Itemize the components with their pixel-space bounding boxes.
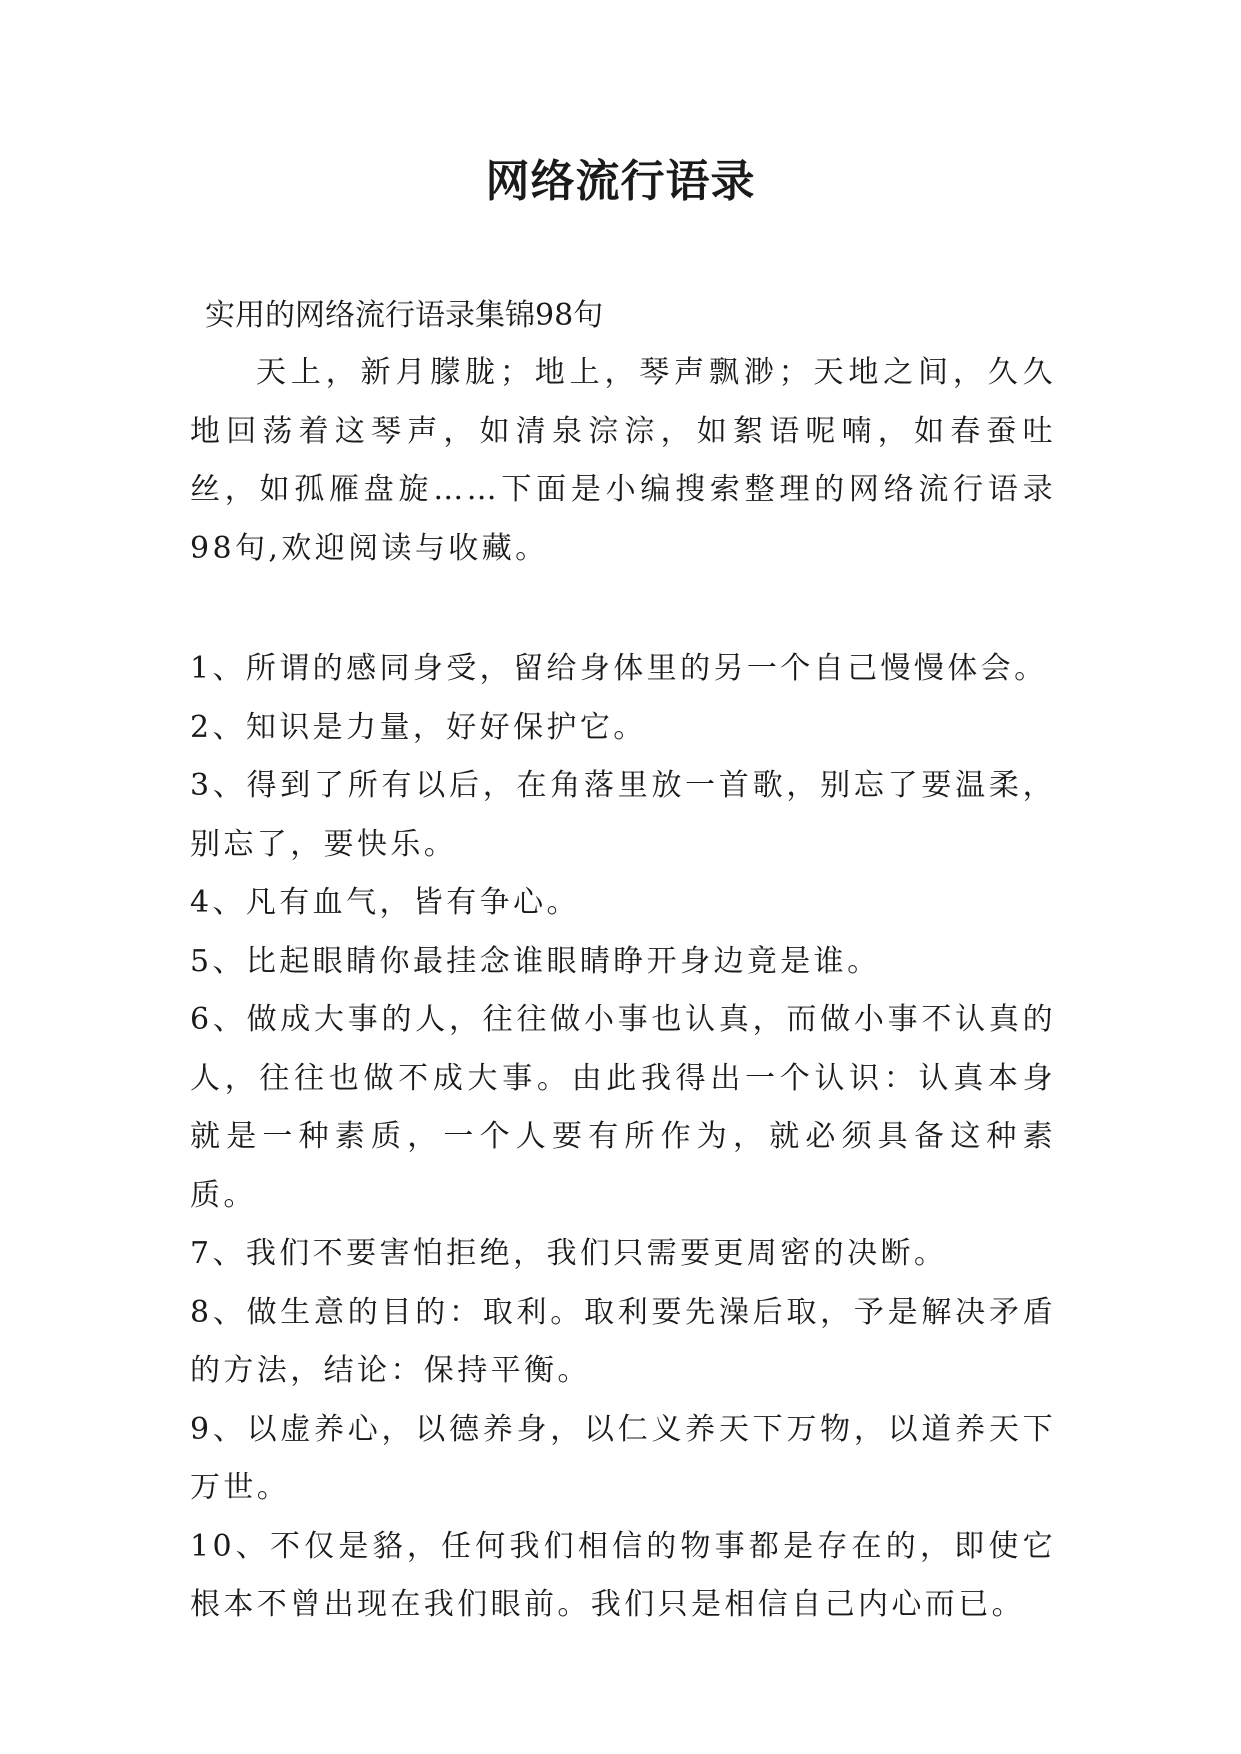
quote-item-2: 2、知识是力量，好好保护它。 [190, 709, 647, 745]
quote-item-7: 7、我们不要害怕拒绝，我们只需要更周密的决断。 [190, 1236, 948, 1271]
quote-item-3: 3、得到了所有以后，在角落里放一首歌，别忘了要温柔，别忘了，要快乐。 [190, 768, 1056, 862]
quote-item-4: 4、凡有血气，皆有争心。 [190, 885, 580, 920]
quote-item-10: 10、不仅是貉，任何我们相信的物事都是存在的，即使它根本不曾出现在我们眼前。我们只是相信自己内心而已。 [190, 1528, 1056, 1622]
quote-item-5: 5、比起眼睛你最挂念谁眼睛睁开身边竟是谁。 [190, 943, 881, 979]
quote-item-6: 6、做成大事的人，往往做小事也认真，而做小事不认真的人，往往也做不成大事。由此我得出一个认识：认真本身就是一种素质，一个人要有所作为，就必须具备这种素质。 [190, 1002, 1056, 1213]
quote-item-9: 9、以虚养心，以德养身，以仁义养天下万物，以道养天下万世。 [190, 1411, 1056, 1505]
page-title: 网络流行语录 [485, 156, 756, 207]
quote-list [190, 640, 1056, 1635]
intro-paragraph: 天上，新月朦胧；地上，琴声飘渺；天地之间，久久地回荡着这琴声，如清泉淙淙，如絮语呢喃，如春蚕吐丝，如孤雁盘旋……下面是小编搜索整理的网络流行语录98句,欢迎阅读与收藏。 [190, 355, 1056, 566]
quote-item-8: 8、做生意的目的：取利。取利要先澡后取，予是解决矛盾的方法，结论：保持平衡。 [190, 1294, 1056, 1388]
quote-item-1: 1、所谓的感同身受，留给身体里的另一个自己慢慢体会。 [190, 651, 1048, 686]
document-subtitle: 实用的网络流行语录集锦98句 [205, 298, 604, 333]
